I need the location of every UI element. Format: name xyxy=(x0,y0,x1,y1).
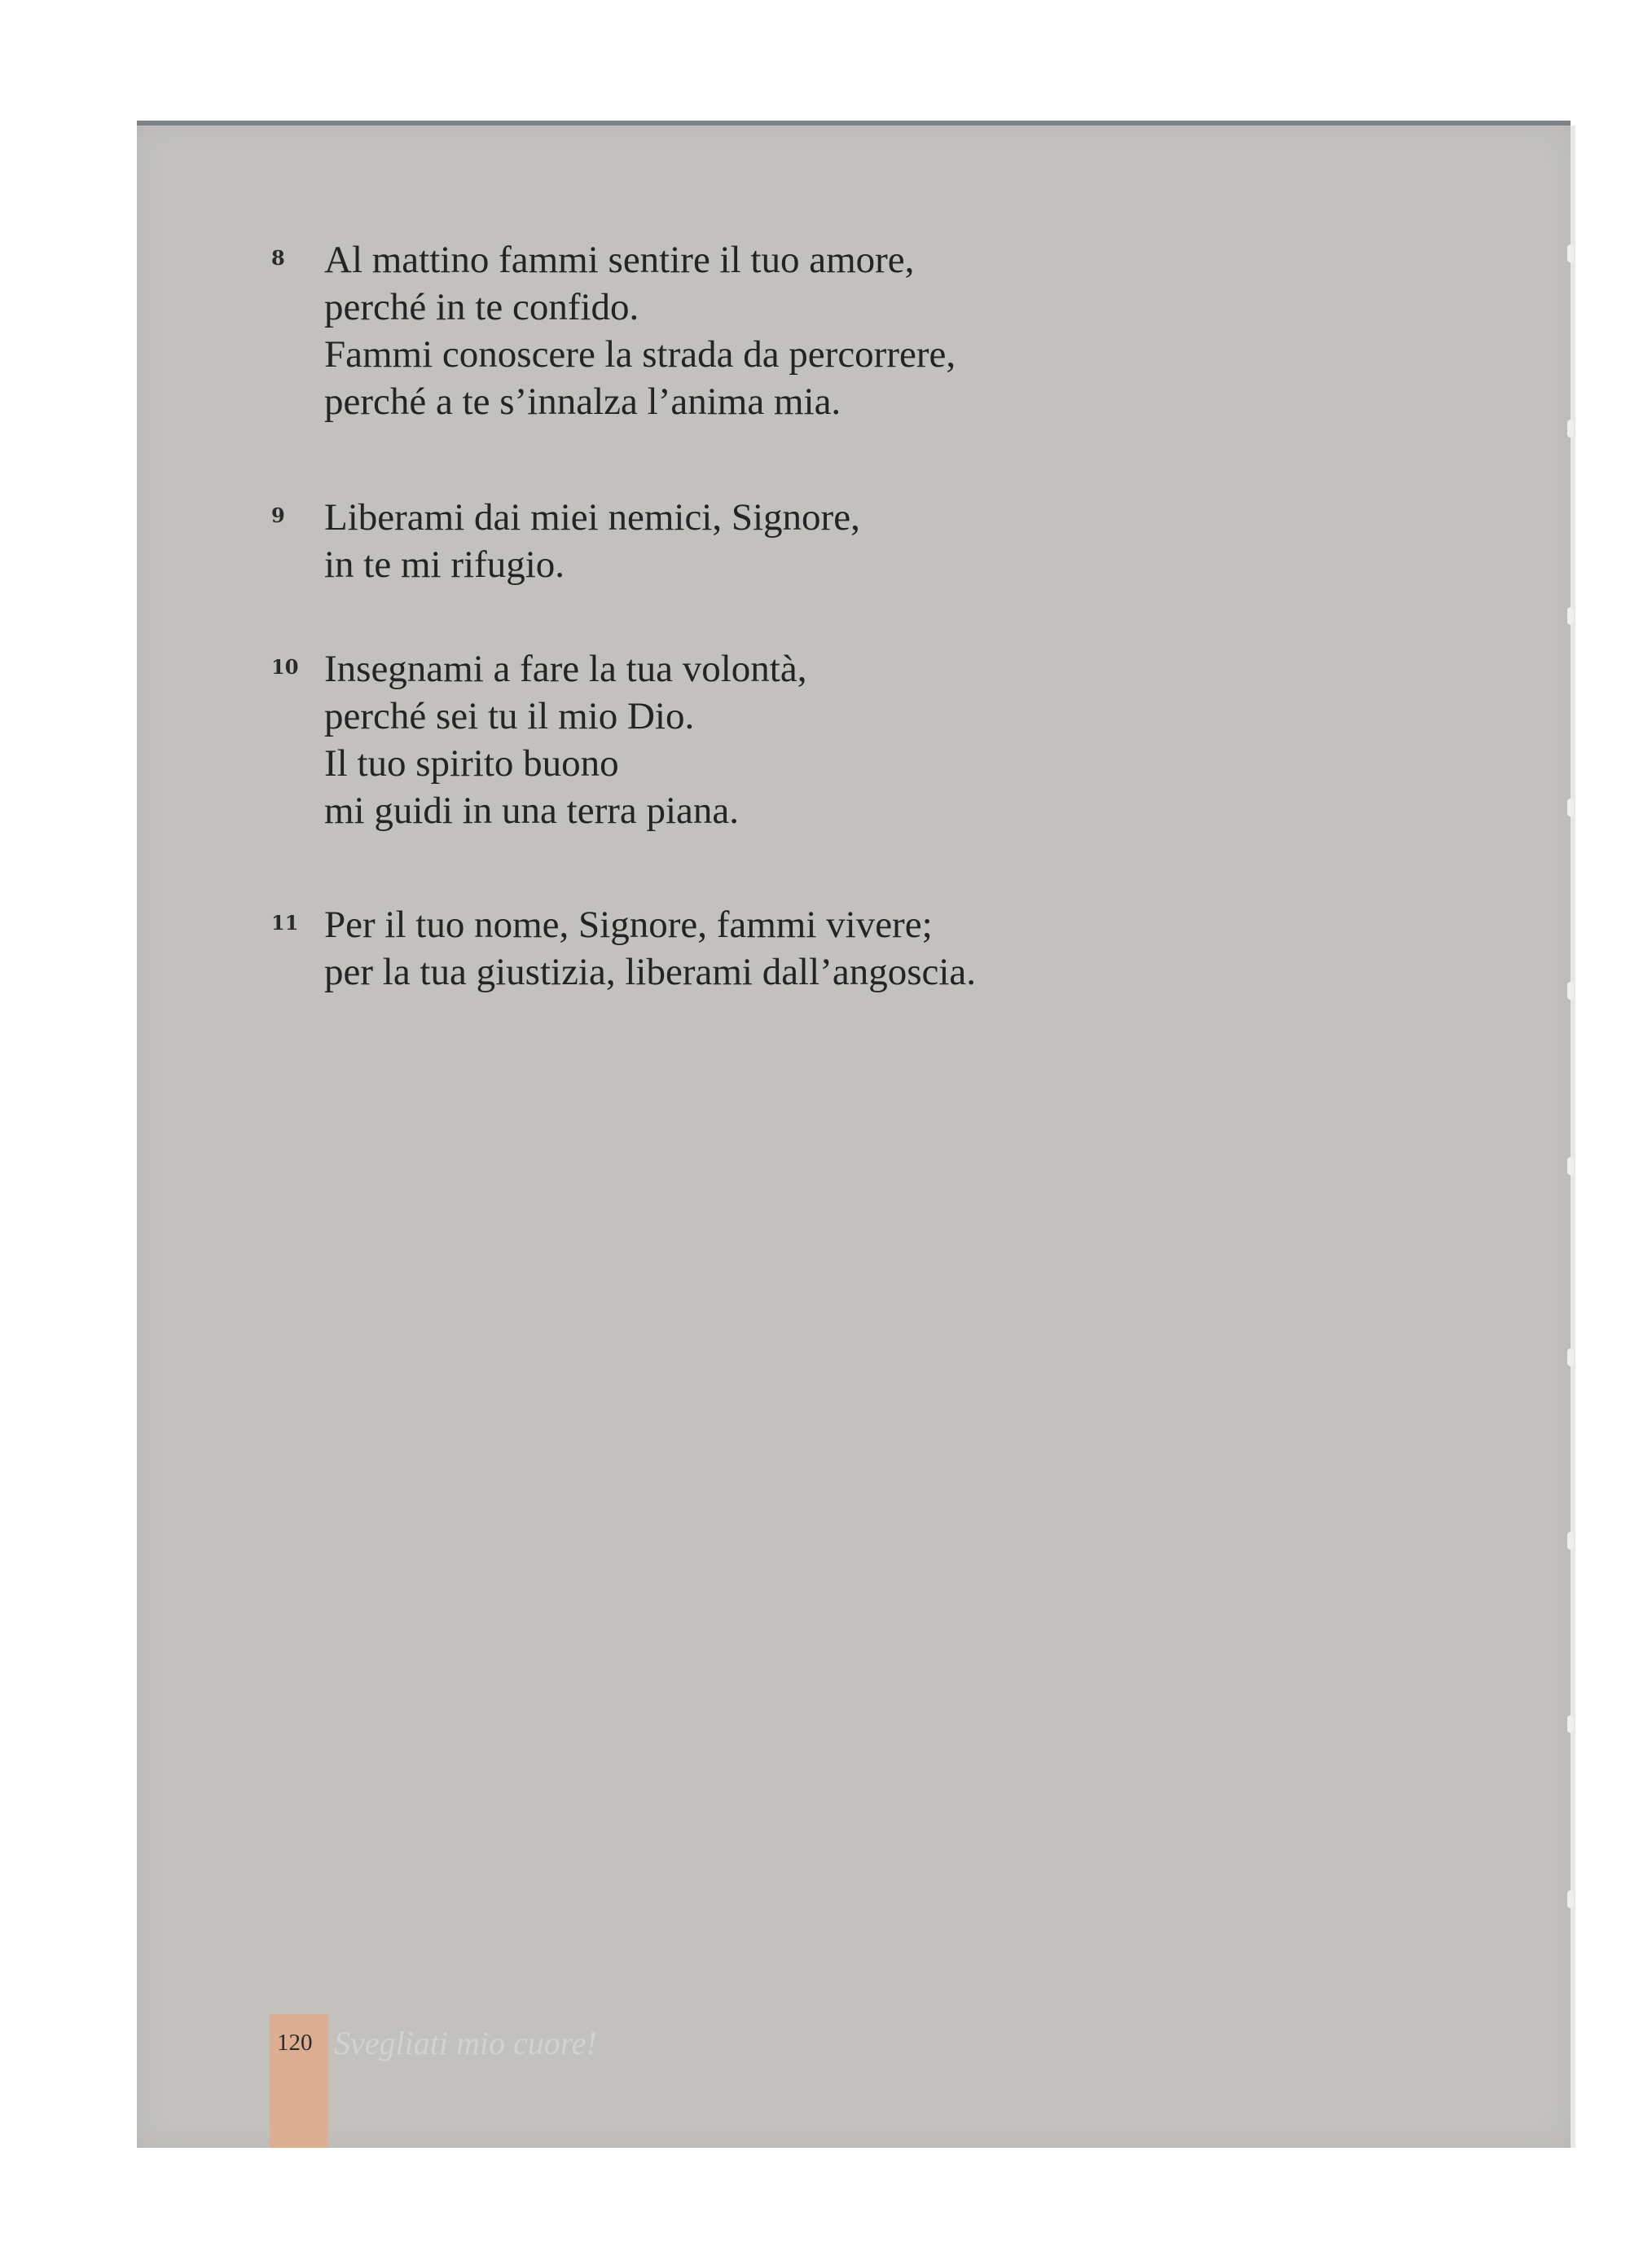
book-page xyxy=(137,125,1572,2148)
binding-stitch xyxy=(1567,982,1574,1000)
verse-line: Al mattino fammi sentire il tuo amore, xyxy=(324,239,915,281)
binding-stitch xyxy=(1567,798,1574,816)
verse-line: Per il tuo nome, Signore, fammi vivere; xyxy=(324,904,933,946)
binding-stitch xyxy=(1567,1890,1574,1908)
verse-line: in te mi rifugio. xyxy=(324,543,565,586)
binding-stitch xyxy=(1567,1715,1574,1733)
verse-line: perché sei tu il mio Dio. xyxy=(324,695,695,737)
verse-number: 9 xyxy=(271,504,285,527)
verse-line: Liberami dai miei nemici, Signore, xyxy=(324,496,860,539)
binding-stitch xyxy=(1567,244,1574,262)
page-number: 120 xyxy=(277,2030,313,2056)
verse-line: Insegnami a fare la tua volontà, xyxy=(324,648,807,690)
verse-line: per la tua giustizia, liberami dall’angoscia. xyxy=(324,951,977,993)
verse-line: mi guidi in una terra piana. xyxy=(324,790,740,832)
binding-stitch xyxy=(1567,1157,1574,1175)
verse-number: 10 xyxy=(271,655,299,679)
verse-number: 11 xyxy=(271,911,299,935)
verse-line: perché in te confido. xyxy=(324,286,639,328)
binding-stitch xyxy=(1567,1532,1574,1550)
verse-line: Il tuo spirito buono xyxy=(324,742,619,785)
verse-number: 8 xyxy=(271,246,285,270)
verse-line: Fammi conoscere la strada da percorrere, xyxy=(324,333,956,376)
verse-line: perché a te s’innalza l’anima mia. xyxy=(324,381,841,423)
binding-stitch xyxy=(1567,607,1574,625)
psalm-verses xyxy=(137,125,1572,2148)
running-title: Svegliati mio cuore! xyxy=(334,2025,597,2061)
binding-stitch xyxy=(1567,420,1574,438)
binding-stitch xyxy=(1567,1348,1574,1366)
